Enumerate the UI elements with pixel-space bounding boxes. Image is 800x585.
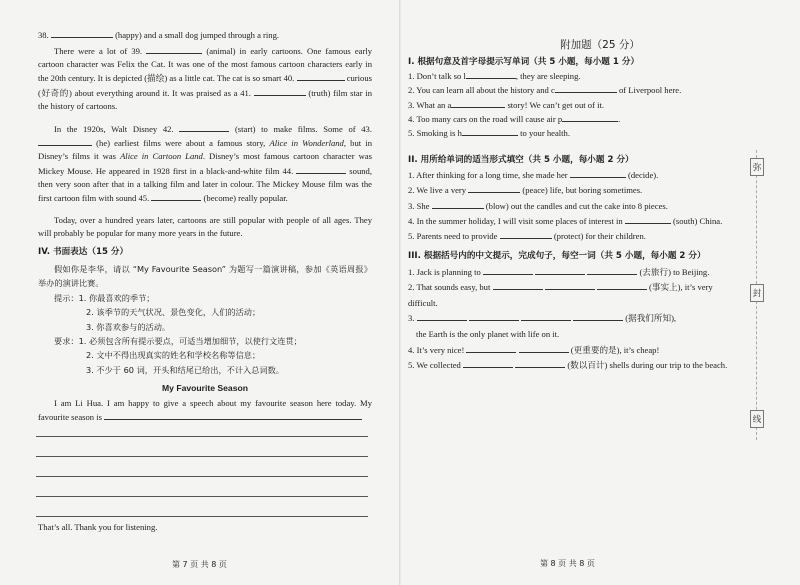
s1-item-5: 5. Smoking is h to your health. xyxy=(408,128,571,139)
blank-40[interactable] xyxy=(297,71,345,81)
s3-blank-2a[interactable] xyxy=(493,280,543,290)
essay-first-line[interactable] xyxy=(104,410,362,420)
paragraph-felix: There were a lot of 39. (animal) in early cartoons. One famous early cartoon character was Felix the Cat. It was one of the most famous cartoon characters early in the 20th century. It is depicted (描绘) as a little cat. The cat is so smart 40. curious (好奇的) about everything around it. It was praised as a 41. (truth) film star in the history of cartoons. xyxy=(38,46,373,111)
blank-43[interactable] xyxy=(38,136,92,146)
s3-item-4: 4. It’s very nice! (更重要的是), it’s cheap! xyxy=(408,344,660,355)
s3-blank-1a[interactable] xyxy=(483,265,533,275)
writing-line-4[interactable] xyxy=(36,496,368,497)
writing-line-5[interactable] xyxy=(36,516,368,517)
s2-blank-2[interactable] xyxy=(468,183,520,193)
s1-blank-5[interactable] xyxy=(462,126,518,136)
s3-blank-1b[interactable] xyxy=(535,265,585,275)
paragraph-disney: In the 1920s, Walt Disney 42. (start) to make films. Some of 43. (he) earliest films were about a famous story, Alice in Wonderland, but in Disney’s films it was Alice in Cartoon Land. Disney’s most famous cartoon character was Mickey Mouse. He appeared in 1928 first in a black-and-white film 44. sound, then very soon after that in a talking film and later in colour. The Mickey Mouse film was the first cartoon film with sound 45. (become) really popular. xyxy=(38,124,373,204)
s1-item-3: 3. What an a story! We can’t get out of it. xyxy=(408,99,605,110)
s2-item-3: 3. She (blow) out the candles and cut the cake into 8 pieces. xyxy=(408,200,668,211)
s3-blank-3c[interactable] xyxy=(521,311,571,321)
s2-item-4: 4. In the summer holiday, I will visit some places of interest in (south) China. xyxy=(408,215,723,226)
blank-44[interactable] xyxy=(296,164,346,174)
section-4-title: IV. 书面表达（15 分） xyxy=(38,247,129,257)
s3-item-2: 2. That sounds easy, but (事实上), it’s very difficult. xyxy=(408,282,713,308)
s3-blank-3b[interactable] xyxy=(469,311,519,321)
blank-41[interactable] xyxy=(254,86,306,96)
s2-blank-3[interactable] xyxy=(432,199,484,209)
s3-blank-2b[interactable] xyxy=(545,280,595,290)
bonus-section-1: I. 根据句意及首字母提示写单词（共 5 小题，每小题 1 分） 1. Don’t talk so l , they are sleeping. 2. You can learn all about the history and c of Liverpool here. 3. What an a story! We can’t get out of it. 4. Too many cars on the road will cause air p . 5. Smoking is h to your health. xyxy=(408,56,738,140)
s1-blank-1[interactable] xyxy=(466,69,516,79)
s3-blank-5a[interactable] xyxy=(463,358,513,368)
s1-item-2: 2. You can learn all about the history and c of Liverpool here. xyxy=(408,85,682,96)
s2-blank-4[interactable] xyxy=(625,214,671,224)
s3-item-1: 1. Jack is planning to (去旅行) to Beijing. xyxy=(408,266,710,277)
s2-blank-5[interactable] xyxy=(500,229,552,239)
s2-item-2: 2. We live a very (peace) life, but boring sometimes. xyxy=(408,185,643,196)
writing-line-1[interactable] xyxy=(36,436,368,437)
s3-blank-2c[interactable] xyxy=(597,280,647,290)
essay-closing: That’s all. Thank you for listening. xyxy=(38,522,158,532)
blank-45[interactable] xyxy=(151,191,201,201)
s2-item-1: 1. After thinking for a long time, she made her (decide). xyxy=(408,170,659,181)
s3-blank-3a[interactable] xyxy=(417,311,467,321)
blank-39[interactable] xyxy=(146,44,202,54)
seal-mark-2: 封 xyxy=(750,284,764,302)
s2-blank-1[interactable] xyxy=(570,168,626,178)
bonus-section-3: III. 根据括号内的中文提示，完成句子，每空一词（共 5 小题，每小题 2 分） 1. Jack is planning to (去旅行) to Beijing. 2. That sounds easy, but (事实上), it’s very difficult. 3. (据我们所知), the Earth is the only planet with life on it. 4. It’s very nice! (更重要的是), it’s cheap! 5. We collected (数以百计) shells during our trip to the beach. xyxy=(408,249,738,374)
s3-blank-3d[interactable] xyxy=(573,311,623,321)
bonus-title: 附加题（25 分） xyxy=(560,39,640,51)
question-38: 38. (happy) and a small dog jumped through a ring. xyxy=(38,30,280,40)
s3-item-3: 3. (据我们所知), xyxy=(408,313,677,324)
page-8-footer: 第 8 页 共 8 页 xyxy=(540,559,595,568)
s1-blank-3[interactable] xyxy=(451,98,505,108)
s1-blank-2[interactable] xyxy=(555,83,617,93)
section-4-prompt: 假如你是李华，请以 “My Favourite Season” 为题写一篇演讲稿，参加《英语周报》举办的演讲比赛。 提示：1. 你最喜欢的季节； 2. 该季节的天气状况、景色变化，人们的活动； 3. 你喜欢参与的活动。 要求：1. 必须包含所有提示要点，可适当增加细节，以使行文连贯； 2. 文中不得出现真实的姓名和学校名称等信息； 3. 不少于 60 词，开头和结尾已给出，不计入总词数。 xyxy=(38,264,372,375)
s3-item-3-cont: the Earth is the only planet with life on it. xyxy=(416,328,560,339)
essay-title: My Favourite Season xyxy=(162,383,248,393)
paragraph-today: Today, over a hundred years later, cartoons are still popular with people of all ages. They will probably be popular for many more years in the future. xyxy=(38,215,372,239)
s3-blank-4b[interactable] xyxy=(519,343,569,353)
seal-mark-1: 弥 xyxy=(750,158,764,176)
writing-line-2[interactable] xyxy=(36,456,368,457)
page-7-footer: 第 7 页 共 8 页 xyxy=(172,560,227,569)
s3-blank-5b[interactable] xyxy=(515,358,565,368)
s2-item-5: 5. Parents need to provide (protect) for their children. xyxy=(408,231,646,242)
s1-item-1: 1. Don’t talk so l , they are sleeping. xyxy=(408,71,581,82)
essay-opening: I am Li Hua. I am happy to give a speech about my favourite season here today. My favourite season is xyxy=(38,398,372,423)
blank-42[interactable] xyxy=(179,122,229,132)
s3-blank-1c[interactable] xyxy=(587,265,637,275)
s1-blank-4[interactable] xyxy=(562,112,618,122)
writing-line-3[interactable] xyxy=(36,476,368,477)
s1-item-4: 4. Too many cars on the road will cause air p . xyxy=(408,113,621,124)
s3-item-5: 5. We collected (数以百计) shells during our trip to the beach. xyxy=(408,360,728,371)
seal-mark-3: 线 xyxy=(750,410,764,428)
blank-38[interactable] xyxy=(51,28,113,38)
s3-blank-4a[interactable] xyxy=(466,343,516,353)
bonus-section-2: II. 用所给单词的适当形式填空（共 5 小题，每小题 2 分） 1. After thinking for a long time, she made her (decide). 2. We live a very (peace) life, but boring sometimes. 3. She (blow) out the candles and cut the cake into 8 pieces. 4. In the summer holiday, I will visit some places of interest in (south) China. 5. Parents need to provide (protect) for their children. xyxy=(408,153,738,244)
